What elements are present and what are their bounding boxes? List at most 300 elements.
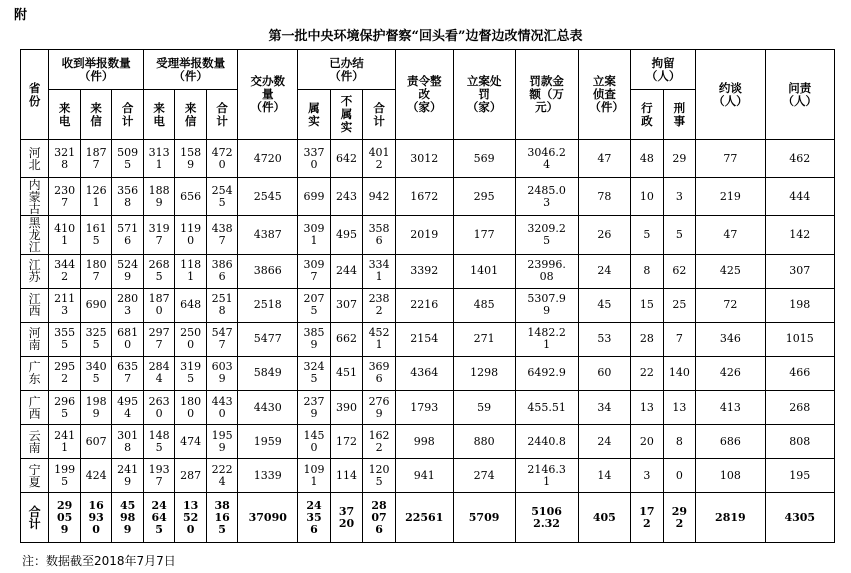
- cell-punish: [453, 178, 515, 216]
- cell-c-total: [363, 356, 396, 390]
- cell-value: 13: [639, 400, 654, 414]
- cell-interview: [696, 391, 765, 425]
- cell-value: 485: [473, 298, 495, 312]
- cell-value: 1205: [368, 462, 390, 488]
- cell-r-total: [112, 425, 144, 459]
- cell-value: 10: [639, 189, 654, 203]
- cell-assigned: [238, 356, 298, 390]
- cell-c-true: [298, 425, 331, 459]
- cell-value: 808: [789, 434, 811, 448]
- cell-value: 690: [85, 298, 107, 312]
- cell-value: 271: [473, 332, 495, 346]
- cell-a-call: [143, 425, 175, 459]
- cell-value: 307: [789, 264, 811, 278]
- table-row: [21, 356, 835, 390]
- cell-province: [21, 254, 49, 288]
- cell-value: 1877: [85, 145, 107, 171]
- cell-value: 8: [675, 434, 683, 448]
- cell-value: 2440.8: [527, 434, 566, 448]
- cell-value: 6492.9: [527, 366, 566, 380]
- cell-value: 25: [672, 298, 687, 312]
- cell-accountability: [765, 322, 834, 356]
- cell-criminal: [663, 322, 696, 356]
- cell-a-call: [143, 178, 175, 216]
- cell-r-letter: [80, 425, 112, 459]
- cell-value: 2819: [715, 510, 746, 524]
- cell-province: [21, 425, 49, 459]
- cell-punish: [453, 356, 515, 390]
- cell-province: [21, 140, 49, 178]
- cell-r-call: [49, 459, 81, 493]
- cell-r-call: [49, 288, 81, 322]
- cell-a-total: [206, 322, 238, 356]
- cell-value: 425: [719, 264, 741, 278]
- cell-c-false: [330, 322, 363, 356]
- cell-investigate: [578, 356, 631, 390]
- cell-value: 7: [675, 332, 683, 346]
- cell-a-total: [206, 493, 238, 543]
- cell-criminal: [663, 459, 696, 493]
- cell-rectify: [395, 216, 453, 254]
- cell-value: 390: [336, 400, 358, 414]
- cell-r-call: [49, 322, 81, 356]
- cell-value: 2307: [54, 183, 76, 209]
- cell-accountability: [765, 140, 834, 178]
- cell-admin: [631, 322, 664, 356]
- cell-c-false: [330, 254, 363, 288]
- cell-value: 5: [643, 228, 651, 242]
- cell-value: 699: [303, 189, 325, 203]
- cell-investigate: [578, 391, 631, 425]
- cell-admin: [631, 493, 664, 543]
- table-body: [21, 140, 835, 543]
- cell-value: 2769: [368, 394, 390, 420]
- cell-value: 6039: [211, 360, 233, 386]
- table-row: [21, 459, 835, 493]
- cell-value: 4954: [117, 394, 139, 420]
- cell-value: 24: [597, 434, 612, 448]
- cell-r-total: [112, 140, 144, 178]
- cell-value: 2500: [180, 326, 202, 352]
- cell-value: 569: [473, 151, 495, 165]
- cell-a-call: [143, 493, 175, 543]
- cell-value: 77: [723, 151, 738, 165]
- cell-value: 3091: [303, 222, 325, 248]
- cell-value: 江苏: [28, 258, 41, 285]
- subheader-accepted-letter: 来信: [175, 90, 207, 140]
- cell-value: 3: [643, 468, 651, 482]
- cell-investigate: [578, 322, 631, 356]
- cell-c-total: [363, 322, 396, 356]
- cell-c-true: [298, 459, 331, 493]
- cell-fine: [515, 356, 578, 390]
- cell-interview: [696, 140, 765, 178]
- cell-value: 2545: [211, 183, 233, 209]
- cell-r-letter: [80, 140, 112, 178]
- cell-value: 607: [85, 434, 107, 448]
- cell-value: 22561: [405, 510, 444, 524]
- cell-r-call: [49, 216, 81, 254]
- cell-value: 5249: [117, 258, 139, 284]
- subheader-received-call: 来电: [49, 90, 81, 140]
- cell-c-false: [330, 178, 363, 216]
- cell-value: 2630: [148, 394, 170, 420]
- cell-value: 1482.21: [527, 326, 566, 352]
- cell-investigate: [578, 254, 631, 288]
- cell-a-call: [143, 356, 175, 390]
- cell-value: 51062.32: [531, 504, 562, 530]
- cell-criminal: [663, 356, 696, 390]
- cell-punish: [453, 493, 515, 543]
- cell-value: 34: [597, 400, 612, 414]
- cell-a-letter: [175, 178, 207, 216]
- cell-assigned: [238, 178, 298, 216]
- cell-value: 1181: [180, 258, 202, 284]
- cell-value: 47: [723, 228, 738, 242]
- cell-value: 1261: [85, 183, 107, 209]
- cell-interview: [696, 459, 765, 493]
- cell-value: 3866: [211, 258, 233, 284]
- cell-a-letter: [175, 322, 207, 356]
- cell-interview: [696, 493, 765, 543]
- cell-value: 3018: [117, 428, 139, 454]
- cell-value: 405: [592, 510, 616, 524]
- cell-value: 河南: [28, 326, 41, 353]
- cell-r-call: [49, 493, 81, 543]
- cell-value: 268: [789, 400, 811, 414]
- cell-fine: [515, 288, 578, 322]
- cell-value: 1298: [470, 366, 499, 380]
- cell-value: 295: [473, 189, 495, 203]
- cell-r-letter: [80, 216, 112, 254]
- cell-value: 2952: [54, 360, 76, 386]
- cell-r-total: [112, 459, 144, 493]
- cell-province: [21, 356, 49, 390]
- cell-a-call: [143, 391, 175, 425]
- cell-assigned: [238, 216, 298, 254]
- table-row: [21, 322, 835, 356]
- cell-value: 5477: [253, 332, 282, 346]
- cell-r-letter: [80, 493, 112, 543]
- cell-value: 24: [597, 264, 612, 278]
- cell-value: 13: [672, 400, 687, 414]
- cell-investigate: [578, 493, 631, 543]
- cell-admin: [631, 288, 664, 322]
- cell-r-total: [112, 288, 144, 322]
- cell-value: 3131: [148, 145, 170, 171]
- cell-value: 28: [639, 332, 654, 346]
- cell-value: 5307.99: [527, 292, 566, 318]
- cell-value: 3255: [85, 326, 107, 352]
- total-row: [21, 493, 835, 543]
- cell-c-true: [298, 178, 331, 216]
- cell-value: 462: [789, 151, 811, 165]
- cell-value: 2146.31: [527, 462, 566, 488]
- table-row: [21, 391, 835, 425]
- cell-c-false: [330, 459, 363, 493]
- cell-value: 941: [413, 468, 435, 482]
- cell-criminal: [663, 178, 696, 216]
- cell-a-call: [143, 254, 175, 288]
- cell-interview: [696, 288, 765, 322]
- cell-assigned: [238, 140, 298, 178]
- cell-value: 474: [180, 434, 202, 448]
- cell-value: 1190: [180, 222, 202, 248]
- cell-a-call: [143, 322, 175, 356]
- cell-rectify: [395, 254, 453, 288]
- subheader-closed-true: 属实: [298, 90, 331, 140]
- cell-value: 1091: [303, 462, 325, 488]
- cell-r-total: [112, 254, 144, 288]
- cell-criminal: [663, 391, 696, 425]
- cell-assigned: [238, 493, 298, 543]
- header-investigate: 立案侦查（件）: [578, 50, 631, 140]
- cell-investigate: [578, 425, 631, 459]
- cell-value: 1793: [410, 400, 439, 414]
- cell-value: 2518: [253, 298, 282, 312]
- cell-a-total: [206, 459, 238, 493]
- cell-c-true: [298, 322, 331, 356]
- cell-c-true: [298, 254, 331, 288]
- header-received: 收到举报数量（件）: [49, 50, 144, 90]
- cell-value: 1889: [148, 183, 170, 209]
- annex-label: 附: [14, 8, 28, 23]
- cell-a-total: [206, 425, 238, 459]
- header-accountability: 问责（人）: [765, 50, 834, 140]
- cell-admin: [631, 140, 664, 178]
- cell-r-total: [112, 178, 144, 216]
- cell-r-letter: [80, 254, 112, 288]
- cell-value: 1622: [368, 428, 390, 454]
- cell-value: 2977: [148, 326, 170, 352]
- cell-value: 1995: [54, 462, 76, 488]
- cell-value: 3568: [117, 183, 139, 209]
- cell-value: 455.51: [527, 400, 566, 414]
- cell-value: 662: [336, 332, 358, 346]
- cell-value: 3012: [410, 151, 439, 165]
- cell-value: 1989: [85, 394, 107, 420]
- cell-value: 5095: [117, 145, 139, 171]
- cell-value: 内蒙古: [28, 177, 41, 216]
- table-row: [21, 288, 835, 322]
- cell-value: 3245: [303, 360, 325, 386]
- cell-fine: [515, 254, 578, 288]
- cell-province: [21, 459, 49, 493]
- cell-criminal: [663, 140, 696, 178]
- header-closed: 已办结（件）: [298, 50, 396, 90]
- cell-value: 3866: [253, 264, 282, 278]
- cell-admin: [631, 425, 664, 459]
- cell-value: 3405: [85, 360, 107, 386]
- header-fine: 罚款金额（万元）: [515, 50, 578, 140]
- cell-rectify: [395, 178, 453, 216]
- cell-value: 1672: [410, 189, 439, 203]
- cell-province: [21, 216, 49, 254]
- cell-value: 1339: [253, 468, 282, 482]
- cell-value: 59: [477, 400, 492, 414]
- cell-rectify: [395, 288, 453, 322]
- cell-value: 6357: [117, 360, 139, 386]
- cell-value: 45989: [119, 498, 136, 536]
- cell-a-letter: [175, 391, 207, 425]
- cell-c-true: [298, 493, 331, 543]
- cell-investigate: [578, 140, 631, 178]
- cell-a-letter: [175, 459, 207, 493]
- cell-c-true: [298, 288, 331, 322]
- cell-criminal: [663, 493, 696, 543]
- cell-value: 274: [473, 468, 495, 482]
- cell-value: 942: [368, 189, 390, 203]
- cell-a-letter: [175, 288, 207, 322]
- cell-c-false: [330, 356, 363, 390]
- cell-value: 4430: [211, 394, 233, 420]
- cell-punish: [453, 425, 515, 459]
- cell-c-total: [363, 425, 396, 459]
- cell-value: 3195: [180, 360, 202, 386]
- subheader-accepted-call: 来电: [143, 90, 175, 140]
- cell-value: 5709: [468, 510, 500, 524]
- cell-value: 5: [675, 228, 683, 242]
- header-province: 省份: [21, 50, 49, 140]
- cell-accountability: [765, 356, 834, 390]
- cell-rectify: [395, 391, 453, 425]
- cell-value: 2379: [303, 394, 325, 420]
- header-row-top: [21, 50, 835, 90]
- cell-r-total: [112, 356, 144, 390]
- cell-fine: [515, 425, 578, 459]
- cell-accountability: [765, 459, 834, 493]
- cell-admin: [631, 391, 664, 425]
- cell-value: 5477: [211, 326, 233, 352]
- cell-value: 14: [597, 468, 612, 482]
- cell-fine: [515, 140, 578, 178]
- cell-r-total: [112, 493, 144, 543]
- cell-value: 177: [473, 228, 495, 242]
- cell-value: 413: [719, 400, 741, 414]
- cell-c-total: [363, 216, 396, 254]
- cell-accountability: [765, 288, 834, 322]
- cell-value: 2803: [117, 292, 139, 318]
- cell-a-letter: [175, 356, 207, 390]
- cell-c-total: [363, 288, 396, 322]
- cell-value: 2113: [54, 292, 76, 318]
- cell-value: 3209.25: [527, 222, 566, 248]
- cell-accountability: [765, 216, 834, 254]
- cell-value: 3197: [148, 222, 170, 248]
- cell-admin: [631, 216, 664, 254]
- subheader-closed-total: 合计: [363, 90, 396, 140]
- cell-rectify: [395, 493, 453, 543]
- cell-punish: [453, 322, 515, 356]
- cell-admin: [631, 356, 664, 390]
- cell-r-letter: [80, 459, 112, 493]
- cell-investigate: [578, 178, 631, 216]
- cell-value: 0: [675, 468, 683, 482]
- cell-rectify: [395, 425, 453, 459]
- cell-value: 1959: [211, 428, 233, 454]
- cell-value: 黑龙江: [28, 216, 41, 255]
- header-rectify: 责令整改（家）: [395, 50, 453, 140]
- cell-assigned: [238, 391, 298, 425]
- cell-value: 24645: [151, 498, 167, 536]
- cell-value: 河北: [28, 145, 41, 172]
- cell-punish: [453, 391, 515, 425]
- cell-value: 2419: [117, 462, 139, 488]
- cell-punish: [453, 140, 515, 178]
- cell-value: 287: [180, 468, 202, 482]
- cell-c-total: [363, 178, 396, 216]
- cell-province: [21, 391, 49, 425]
- subheader-detain-admin: 行政: [631, 90, 664, 140]
- cell-value: 642: [336, 151, 358, 165]
- cell-admin: [631, 254, 664, 288]
- cell-punish: [453, 459, 515, 493]
- cell-a-total: [206, 178, 238, 216]
- cell-value: 2965: [54, 394, 76, 420]
- cell-value: 3696: [368, 360, 390, 386]
- cell-c-false: [330, 391, 363, 425]
- cell-value: 4720: [211, 145, 233, 171]
- cell-value: 3392: [410, 264, 439, 278]
- cell-value: 60: [597, 366, 612, 380]
- cell-value: 451: [336, 366, 358, 380]
- cell-value: 3341: [368, 258, 390, 284]
- cell-value: 20: [639, 434, 654, 448]
- cell-rectify: [395, 459, 453, 493]
- cell-punish: [453, 288, 515, 322]
- subheader-received-letter: 来信: [80, 90, 112, 140]
- cell-value: 2019: [410, 228, 439, 242]
- cell-value: 24356: [306, 498, 322, 536]
- cell-a-call: [143, 288, 175, 322]
- cell-value: 142: [789, 228, 811, 242]
- cell-r-letter: [80, 288, 112, 322]
- cell-punish: [453, 254, 515, 288]
- cell-value: 172: [336, 434, 358, 448]
- cell-value: 998: [413, 434, 435, 448]
- cell-value: 29059: [56, 498, 73, 536]
- cell-value: 4364: [410, 366, 439, 380]
- cell-value: 244: [336, 264, 358, 278]
- cell-c-false: [330, 288, 363, 322]
- cell-value: 29: [672, 151, 687, 165]
- cell-province: [21, 178, 49, 216]
- header-assigned: 交办数量（件）: [238, 50, 298, 140]
- cell-assigned: [238, 425, 298, 459]
- cell-value: 4012: [368, 145, 390, 171]
- subheader-detain-criminal: 刑事: [663, 90, 696, 140]
- cell-interview: [696, 322, 765, 356]
- cell-accountability: [765, 493, 834, 543]
- cell-value: 23996.08: [527, 258, 566, 284]
- cell-admin: [631, 459, 664, 493]
- table-row: [21, 254, 835, 288]
- cell-value: 2224: [211, 462, 233, 488]
- cell-value: 8: [643, 264, 651, 278]
- cell-value: 444: [789, 189, 811, 203]
- cell-a-total: [206, 216, 238, 254]
- cell-r-letter: [80, 322, 112, 356]
- cell-value: 4305: [784, 510, 816, 524]
- cell-value: 198: [789, 298, 811, 312]
- cell-value: 172: [639, 504, 655, 530]
- cell-value: 1450: [303, 428, 325, 454]
- cell-value: 2382: [368, 292, 390, 318]
- header-detain: 拘留（人）: [631, 50, 696, 90]
- cell-value: 880: [473, 434, 495, 448]
- cell-a-total: [206, 356, 238, 390]
- cell-fine: [515, 391, 578, 425]
